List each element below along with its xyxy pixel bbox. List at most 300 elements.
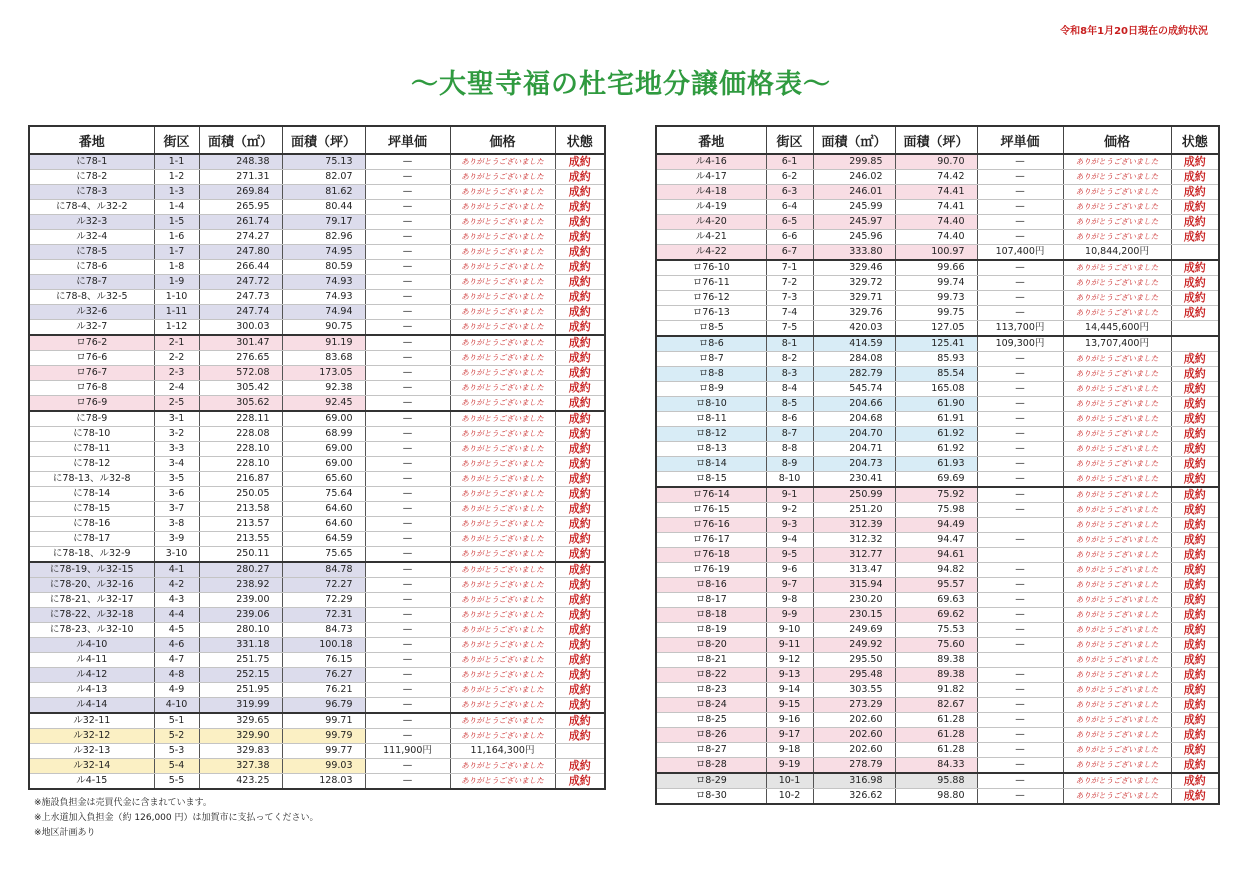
- unit-price-cell: —: [365, 442, 450, 457]
- block-number-cell: 7-5: [766, 321, 813, 337]
- status-cell: 成約: [555, 608, 605, 623]
- unit-price-cell: —: [365, 547, 450, 563]
- area-tsubo-cell: 75.92: [895, 487, 977, 503]
- status-cell: 成約: [1171, 789, 1219, 805]
- price-cell: ありがとうございました: [450, 532, 555, 547]
- area-tsubo-cell: 81.62: [282, 185, 365, 200]
- table-row: [29, 427, 605, 442]
- block-number-cell: 9-17: [766, 728, 813, 743]
- area-tsubo-cell: 75.13: [282, 154, 365, 170]
- area-tsubo-cell: 61.90: [895, 397, 977, 412]
- block-number-cell: 8-9: [766, 457, 813, 472]
- price-cell: ありがとうございました: [1063, 563, 1171, 578]
- status-cell: 成約: [1171, 683, 1219, 698]
- area-m2-cell: 312.77: [813, 548, 895, 563]
- unit-price-cell: —: [977, 533, 1063, 548]
- lot-number-cell: に78-9: [29, 411, 154, 427]
- table-row: [656, 548, 1219, 563]
- block-number-cell: 5-2: [154, 729, 199, 744]
- area-tsubo-cell: 82.67: [895, 698, 977, 713]
- lot-number-cell: ロ8-7: [656, 352, 766, 367]
- status-cell: 成約: [555, 623, 605, 638]
- area-tsubo-cell: 85.54: [895, 367, 977, 382]
- price-cell: ありがとうございました: [450, 638, 555, 653]
- lot-number-cell: ロ8-24: [656, 698, 766, 713]
- table-row: [656, 336, 1219, 352]
- block-number-cell: 8-4: [766, 382, 813, 397]
- area-tsubo-cell: 74.93: [282, 275, 365, 290]
- price-cell: ありがとうございました: [450, 366, 555, 381]
- table-row: [29, 351, 605, 366]
- table-row: [29, 744, 605, 759]
- area-tsubo-cell: 99.74: [895, 276, 977, 291]
- price-cell: ありがとうございました: [450, 517, 555, 532]
- block-number-cell: 6-4: [766, 200, 813, 215]
- area-tsubo-cell: 84.33: [895, 758, 977, 774]
- price-cell: ありがとうございました: [1063, 472, 1171, 488]
- price-cell: ありがとうございました: [1063, 185, 1171, 200]
- price-cell: ありがとうございました: [450, 608, 555, 623]
- price-cell: ありがとうございました: [1063, 713, 1171, 728]
- area-tsubo-cell: 95.88: [895, 773, 977, 789]
- lot-number-cell: に78-7: [29, 275, 154, 290]
- table-row: [29, 502, 605, 517]
- area-tsubo-cell: 82.96: [282, 230, 365, 245]
- table-row: [656, 367, 1219, 382]
- block-number-cell: 7-1: [766, 260, 813, 276]
- table-row: [29, 593, 605, 608]
- price-cell: ありがとうございました: [1063, 215, 1171, 230]
- status-cell: [555, 744, 605, 759]
- area-m2-cell: 312.32: [813, 533, 895, 548]
- area-m2-cell: 545.74: [813, 382, 895, 397]
- price-table-left: [28, 125, 606, 790]
- area-m2-cell: 316.98: [813, 773, 895, 789]
- status-cell: 成約: [1171, 653, 1219, 668]
- area-tsubo-cell: 74.41: [895, 185, 977, 200]
- price-cell: ありがとうございました: [1063, 306, 1171, 321]
- area-tsubo-cell: 74.40: [895, 230, 977, 245]
- lot-number-cell: に78-20、ル32-16: [29, 578, 154, 593]
- area-m2-cell: 329.72: [813, 276, 895, 291]
- status-cell: 成約: [1171, 503, 1219, 518]
- unit-price-cell: —: [977, 352, 1063, 367]
- block-number-cell: 9-3: [766, 518, 813, 533]
- area-tsubo-cell: 98.80: [895, 789, 977, 805]
- price-cell: ありがとうございました: [450, 215, 555, 230]
- block-number-cell: 9-11: [766, 638, 813, 653]
- unit-price-cell: [977, 518, 1063, 533]
- unit-price-cell: —: [977, 743, 1063, 758]
- area-tsubo-cell: 65.60: [282, 472, 365, 487]
- status-cell: 成約: [555, 351, 605, 366]
- area-tsubo-cell: 74.93: [282, 290, 365, 305]
- area-m2-cell: 266.44: [199, 260, 282, 275]
- unit-price-cell: —: [977, 593, 1063, 608]
- price-cell: ありがとうございました: [450, 305, 555, 320]
- price-cell: ありがとうございました: [1063, 773, 1171, 789]
- area-tsubo-cell: 68.99: [282, 427, 365, 442]
- area-m2-cell: 247.72: [199, 275, 282, 290]
- status-cell: 成約: [1171, 728, 1219, 743]
- block-number-cell: 1-6: [154, 230, 199, 245]
- area-tsubo-cell: 76.21: [282, 683, 365, 698]
- lot-number-cell: に78-6: [29, 260, 154, 275]
- table-row: [29, 472, 605, 487]
- unit-price-cell: 111,900円: [365, 744, 450, 759]
- unit-price-cell: —: [365, 275, 450, 290]
- unit-price-cell: —: [977, 713, 1063, 728]
- lot-number-cell: ロ8-27: [656, 743, 766, 758]
- block-number-cell: 9-14: [766, 683, 813, 698]
- block-number-cell: 1-11: [154, 305, 199, 320]
- block-number-cell: 8-1: [766, 336, 813, 352]
- unit-price-cell: —: [977, 758, 1063, 774]
- area-m2-cell: 249.92: [813, 638, 895, 653]
- unit-price-cell: —: [365, 532, 450, 547]
- area-tsubo-cell: 74.94: [282, 305, 365, 320]
- table-row: [29, 759, 605, 774]
- price-cell: ありがとうございました: [1063, 578, 1171, 593]
- price-cell: ありがとうございました: [1063, 548, 1171, 563]
- area-tsubo-cell: 99.03: [282, 759, 365, 774]
- lot-number-cell: ロ76-9: [29, 396, 154, 412]
- block-number-cell: 8-7: [766, 427, 813, 442]
- area-m2-cell: 333.80: [813, 245, 895, 261]
- area-m2-cell: 202.60: [813, 728, 895, 743]
- block-number-cell: 2-1: [154, 335, 199, 351]
- price-cell: ありがとうございました: [450, 774, 555, 790]
- status-cell: 成約: [555, 638, 605, 653]
- unit-price-cell: —: [977, 412, 1063, 427]
- area-m2-cell: 329.46: [813, 260, 895, 276]
- status-cell: 成約: [555, 290, 605, 305]
- table-row: [656, 773, 1219, 789]
- unit-price-cell: —: [365, 729, 450, 744]
- lot-number-cell: ロ8-21: [656, 653, 766, 668]
- price-cell: ありがとうございました: [1063, 276, 1171, 291]
- area-m2-cell: 250.05: [199, 487, 282, 502]
- lot-number-cell: ル4-10: [29, 638, 154, 653]
- lot-number-cell: ロ76-17: [656, 533, 766, 548]
- lot-number-cell: に78-12: [29, 457, 154, 472]
- area-m2-cell: 213.57: [199, 517, 282, 532]
- price-cell: ありがとうございました: [1063, 653, 1171, 668]
- area-tsubo-cell: 69.63: [895, 593, 977, 608]
- price-cell: ありがとうございました: [450, 290, 555, 305]
- area-m2-cell: 326.62: [813, 789, 895, 805]
- area-tsubo-cell: 84.78: [282, 562, 365, 578]
- status-cell: 成約: [555, 774, 605, 790]
- status-cell: 成約: [1171, 758, 1219, 774]
- status-cell: 成約: [1171, 518, 1219, 533]
- lot-number-cell: ロ76-16: [656, 518, 766, 533]
- status-cell: 成約: [1171, 593, 1219, 608]
- footnotes: [34, 796, 318, 841]
- table-row: [29, 729, 605, 744]
- area-m2-cell: 202.60: [813, 743, 895, 758]
- table-row: [656, 743, 1219, 758]
- block-number-cell: 9-5: [766, 548, 813, 563]
- lot-number-cell: ル32-6: [29, 305, 154, 320]
- lot-number-cell: ロ76-6: [29, 351, 154, 366]
- lot-number-cell: ロ8-30: [656, 789, 766, 805]
- area-tsubo-cell: 125.41: [895, 336, 977, 352]
- block-number-cell: 3-6: [154, 487, 199, 502]
- area-tsubo-cell: 92.45: [282, 396, 365, 412]
- table-row: [29, 487, 605, 502]
- status-cell: 成約: [1171, 170, 1219, 185]
- area-tsubo-cell: 89.38: [895, 668, 977, 683]
- status-cell: 成約: [555, 502, 605, 517]
- lot-number-cell: ロ8-18: [656, 608, 766, 623]
- area-tsubo-cell: 91.82: [895, 683, 977, 698]
- lot-number-cell: ロ8-12: [656, 427, 766, 442]
- lot-number-cell: ル32-13: [29, 744, 154, 759]
- area-m2-cell: 282.79: [813, 367, 895, 382]
- status-cell: 成約: [555, 154, 605, 170]
- table-row: [656, 683, 1219, 698]
- price-cell: ありがとうございました: [1063, 533, 1171, 548]
- lot-number-cell: ル4-14: [29, 698, 154, 714]
- block-number-cell: 1-2: [154, 170, 199, 185]
- price-cell: ありがとうございました: [1063, 367, 1171, 382]
- page-title: ～大聖寺福の杜宅地分譲価格表～: [411, 69, 831, 100]
- table-row: [656, 487, 1219, 503]
- col-header-area-m2: 面積（㎡）: [199, 126, 282, 154]
- area-m2-cell: 246.02: [813, 170, 895, 185]
- area-m2-cell: 228.10: [199, 442, 282, 457]
- block-number-cell: 4-2: [154, 578, 199, 593]
- area-tsubo-cell: 80.59: [282, 260, 365, 275]
- col-header-status: 状態: [1171, 126, 1219, 154]
- block-number-cell: 5-4: [154, 759, 199, 774]
- unit-price-cell: —: [365, 517, 450, 532]
- area-m2-cell: 420.03: [813, 321, 895, 337]
- price-cell: ありがとうございました: [1063, 397, 1171, 412]
- lot-number-cell: に78-3: [29, 185, 154, 200]
- table-row: [656, 185, 1219, 200]
- status-cell: 成約: [555, 230, 605, 245]
- area-m2-cell: 250.11: [199, 547, 282, 563]
- price-cell: ありがとうございました: [450, 396, 555, 412]
- area-m2-cell: 274.27: [199, 230, 282, 245]
- col-header-status: 状態: [555, 126, 605, 154]
- table-row: [29, 683, 605, 698]
- status-cell: 成約: [555, 547, 605, 563]
- table-row: [29, 608, 605, 623]
- col-header-banchi: 番地: [656, 126, 766, 154]
- price-table-body-left: [29, 154, 605, 789]
- status-cell: 成約: [1171, 713, 1219, 728]
- area-tsubo-cell: 99.73: [895, 291, 977, 306]
- unit-price-cell: —: [977, 442, 1063, 457]
- table-row: [29, 668, 605, 683]
- lot-number-cell: ロ76-18: [656, 548, 766, 563]
- area-m2-cell: 280.10: [199, 623, 282, 638]
- unit-price-cell: —: [365, 381, 450, 396]
- table-row: [29, 275, 605, 290]
- lot-number-cell: ロ76-15: [656, 503, 766, 518]
- area-tsubo-cell: 64.59: [282, 532, 365, 547]
- status-cell: 成約: [555, 381, 605, 396]
- block-number-cell: 1-10: [154, 290, 199, 305]
- table-row: [29, 396, 605, 412]
- area-tsubo-cell: 61.28: [895, 728, 977, 743]
- table-row: [29, 381, 605, 396]
- area-m2-cell: 319.99: [199, 698, 282, 714]
- unit-price-cell: —: [365, 290, 450, 305]
- status-cell: 成約: [555, 185, 605, 200]
- price-cell: ありがとうございました: [450, 170, 555, 185]
- area-tsubo-cell: 76.27: [282, 668, 365, 683]
- block-number-cell: 7-4: [766, 306, 813, 321]
- area-tsubo-cell: 69.62: [895, 608, 977, 623]
- block-number-cell: 1-1: [154, 154, 199, 170]
- area-tsubo-cell: 72.31: [282, 608, 365, 623]
- area-tsubo-cell: 127.05: [895, 321, 977, 337]
- area-tsubo-cell: 95.57: [895, 578, 977, 593]
- table-row: [656, 713, 1219, 728]
- footnote-water-fee: ※上水道加入負担金（約 126,000 円）は加賀市に支払ってください。: [34, 813, 319, 823]
- lot-number-cell: に78-14: [29, 487, 154, 502]
- block-number-cell: 1-7: [154, 245, 199, 260]
- area-m2-cell: 305.42: [199, 381, 282, 396]
- lot-number-cell: に78-23、ル32-10: [29, 623, 154, 638]
- area-tsubo-cell: 76.15: [282, 653, 365, 668]
- unit-price-cell: —: [365, 170, 450, 185]
- table-row: [29, 200, 605, 215]
- unit-price-cell: 109,300円: [977, 336, 1063, 352]
- table-row: [29, 578, 605, 593]
- block-number-cell: 9-13: [766, 668, 813, 683]
- table-row: [656, 397, 1219, 412]
- status-cell: 成約: [555, 396, 605, 412]
- block-number-cell: 9-1: [766, 487, 813, 503]
- status-cell: 成約: [555, 366, 605, 381]
- price-cell: ありがとうございました: [450, 623, 555, 638]
- area-tsubo-cell: 75.64: [282, 487, 365, 502]
- table-row: [656, 503, 1219, 518]
- unit-price-cell: —: [977, 215, 1063, 230]
- unit-price-cell: 113,700円: [977, 321, 1063, 337]
- lot-number-cell: ロ8-11: [656, 412, 766, 427]
- area-tsubo-cell: 72.29: [282, 593, 365, 608]
- block-number-cell: 9-19: [766, 758, 813, 774]
- area-m2-cell: 276.65: [199, 351, 282, 366]
- unit-price-cell: —: [977, 789, 1063, 805]
- block-number-cell: 6-2: [766, 170, 813, 185]
- area-m2-cell: 331.18: [199, 638, 282, 653]
- lot-number-cell: ル32-12: [29, 729, 154, 744]
- area-tsubo-cell: 61.28: [895, 713, 977, 728]
- area-tsubo-cell: 90.75: [282, 320, 365, 336]
- price-cell: ありがとうございました: [450, 653, 555, 668]
- area-tsubo-cell: 61.92: [895, 442, 977, 457]
- unit-price-cell: —: [365, 623, 450, 638]
- status-cell: 成約: [1171, 291, 1219, 306]
- area-m2-cell: 329.76: [813, 306, 895, 321]
- lot-number-cell: ロ8-10: [656, 397, 766, 412]
- price-cell: ありがとうございました: [450, 472, 555, 487]
- price-cell: ありがとうございました: [1063, 698, 1171, 713]
- table-row: [656, 698, 1219, 713]
- lot-number-cell: に78-18、ル32-9: [29, 547, 154, 563]
- area-m2-cell: 245.96: [813, 230, 895, 245]
- table-row: [29, 230, 605, 245]
- unit-price-cell: —: [365, 351, 450, 366]
- lot-number-cell: ロ8-15: [656, 472, 766, 488]
- lot-number-cell: ロ76-11: [656, 276, 766, 291]
- area-m2-cell: 245.99: [813, 200, 895, 215]
- price-cell: ありがとうございました: [450, 381, 555, 396]
- status-cell: 成約: [555, 411, 605, 427]
- price-table-body-right: [656, 154, 1219, 804]
- area-tsubo-cell: 69.00: [282, 442, 365, 457]
- unit-price-cell: —: [365, 396, 450, 412]
- unit-price-cell: —: [365, 774, 450, 790]
- block-number-cell: 9-4: [766, 533, 813, 548]
- status-cell: 成約: [1171, 623, 1219, 638]
- status-cell: 成約: [1171, 397, 1219, 412]
- area-m2-cell: 278.79: [813, 758, 895, 774]
- price-cell: ありがとうございました: [1063, 487, 1171, 503]
- unit-price-cell: —: [977, 472, 1063, 488]
- table-row: [29, 215, 605, 230]
- area-m2-cell: 238.92: [199, 578, 282, 593]
- status-cell: 成約: [1171, 698, 1219, 713]
- block-number-cell: 7-2: [766, 276, 813, 291]
- price-cell: ありがとうございました: [450, 442, 555, 457]
- area-m2-cell: 228.08: [199, 427, 282, 442]
- block-number-cell: 5-5: [154, 774, 199, 790]
- table-row: [656, 638, 1219, 653]
- col-header-unit-price: 坪単価: [977, 126, 1063, 154]
- unit-price-cell: —: [977, 563, 1063, 578]
- table-row: [656, 472, 1219, 488]
- status-cell: 成約: [1171, 215, 1219, 230]
- price-cell: ありがとうございました: [1063, 758, 1171, 774]
- block-number-cell: 4-1: [154, 562, 199, 578]
- area-tsubo-cell: 94.61: [895, 548, 977, 563]
- block-number-cell: 6-6: [766, 230, 813, 245]
- block-number-cell: 9-8: [766, 593, 813, 608]
- table-row: [656, 291, 1219, 306]
- lot-number-cell: ロ76-19: [656, 563, 766, 578]
- status-cell: 成約: [555, 759, 605, 774]
- lot-number-cell: に78-22、ル32-18: [29, 608, 154, 623]
- status-cell: 成約: [1171, 743, 1219, 758]
- unit-price-cell: —: [977, 276, 1063, 291]
- unit-price-cell: —: [977, 683, 1063, 698]
- price-cell: ありがとうございました: [1063, 260, 1171, 276]
- area-m2-cell: 329.65: [199, 713, 282, 729]
- status-cell: 成約: [555, 275, 605, 290]
- area-tsubo-cell: 74.41: [895, 200, 977, 215]
- table-row: [29, 411, 605, 427]
- area-tsubo-cell: 75.65: [282, 547, 365, 563]
- lot-number-cell: ロ8-26: [656, 728, 766, 743]
- lot-number-cell: ル4-13: [29, 683, 154, 698]
- unit-price-cell: —: [977, 457, 1063, 472]
- lot-number-cell: に78-16: [29, 517, 154, 532]
- table-row: [656, 623, 1219, 638]
- table-row: [29, 532, 605, 547]
- area-tsubo-cell: 75.53: [895, 623, 977, 638]
- price-cell: ありがとうございました: [450, 487, 555, 502]
- area-m2-cell: 251.95: [199, 683, 282, 698]
- area-m2-cell: 261.74: [199, 215, 282, 230]
